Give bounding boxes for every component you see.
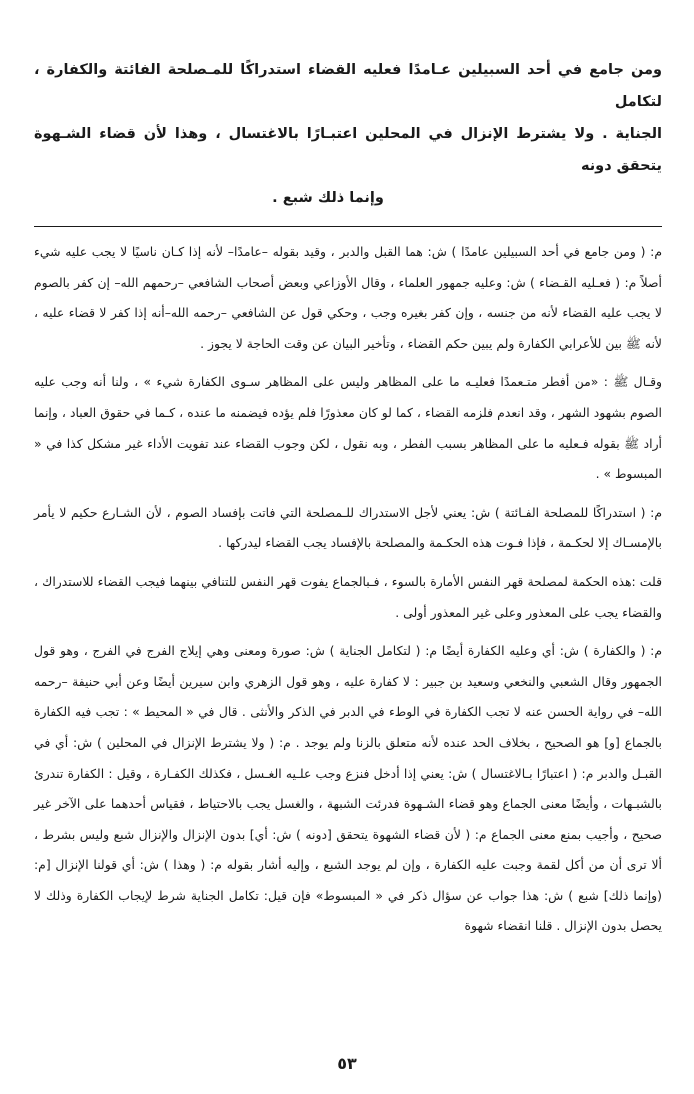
matn-line-1: ومن جامع في أحد السبيلين عـامدًا فعليه القضاء استدراكًا للمـصلحة الفائتة والكفارة ، لتكامل (34, 62, 662, 110)
matn-line-3: وإنما ذلك شبع . (272, 190, 384, 206)
sharh-paragraph-1: م: ( ومن جامع في أحد السبيلين عامدًا ) ش: هما القبل والدبر ، وقيد بقوله –عامدًا– لأنه إذا كـان ناسيًا لا يجب عليه شيء أصلاً م: ( فعـليه القـضاء ) ش: وعليه جمهور العلماء ، وقال الأوزاعي وبعض أصحاب الشافعي –رحمهم الله– إن كفر بالصوم لا يجب عليه القضاء لأنه من جنسه ، وإن كفر بغيره وجب ، وحكي قول عن الشافعي –رحمه الله–أنه إذا كفر لا قضاء عليه ، لأنه ﷺ بين للأعرابي الكفارة ولم يبين حكم القضاء ، وتأخير البيان عن وقت الحاجة لا يجوز . (34, 244, 662, 351)
page-number: ٥٣ (337, 1054, 357, 1073)
sharh-paragraph-4: قلت :هذه الحكمة لمصلحة قهر النفس الأمارة بالسوء ، فـبالجماع يفوت قهر النفس للتنافي بينهما فيجب القضاء للاستدراك ، والقضاء يجب على المعذور وعلى غير المعذور أولى . (34, 573, 662, 620)
sharh-paragraph-2: وقـال ﷺ : «من أفطر متـعمدًا فعليـه ما على المظاهر وليس على المظاهر سـوى الكفارة شيء » ، ولنا أنه وجب عليه الصوم بشهود الشهر ، وقد انعدم فلزمه القضاء ، كما لو كان معذورًا فلم يؤده فيضمنه ما عنده ، كـما في حقوق العباد ، وإنما أراد ﷺ بقوله فـعليه ما على المظاهر بسبب الفطر ، وبه نقول ، لكن وجوب القضاء عند تفويت الأداء غير مشكل كذا في « المبسوط » . (34, 374, 662, 482)
section-divider (34, 226, 662, 227)
matn-line-2: الجناية . ولا يشترط الإنزال في المحلين اعتبـارًا بالاغتسال ، وهذا لأن قضاء الشـهوة يتحقق دونه (34, 126, 662, 174)
sharh-paragraph-5: م: ( والكفارة ) ش: أي وعليه الكفارة أيضًا م: ( لتكامل الجناية ) ش: صورة ومعنى وهي إيلاج الفرج في الفرج ، وهو قول الجمهور وقال الشعبي والنخعي وسعيد بن جبير : لا كفارة عليه ، وهو قول الزهري وابن سيرين أيضًا وعن أبي حنيفة –رحمه الله– في رواية الحسن عنه لا تجب الكفارة في الوطء في الدبر في الذكر والأنثى . قال في « المحيط » : تجب فيه الكفارة بالجماع [و] هو الصحيح ، بخلاف الحد عنده لأنه متعلق بالزنا ولم يوجد . م: ( ولا يشترط الإنزال في المحلين ) ش: أي في القبـل والدبر م: ( اعتبارًا بـالاغتسال ) ش: يعني إذا أدخل فنزع وجب علـيه الغـسل ، فكذلك الكفـارة ، وقيل : الكفارة تندرئ بالشبـهات ، وأيضًا معنى الجماع وهو قضاء الشـهوة فدرئت الشبهة ، والغسل يجب بالاحتياط ، فقياس أحدهما على الآخر غير صحيح ، وأجيب بمنع معنى الجماع م: ( لأن قضاء الشهوة يتحقق [دونه ) ش: أي] بدون الإنزال والإنزال شبع وليس بشرط ، ألا ترى أن من أكل لقمة وجبت عليه الكفارة ، وإن لم يوجد الشبع ، وإليه أشار بقوله م: ( وهذا ) ش: أي قولنا الإنزال [م: (وإنما ذلك] شبع ) ش: هذا جواب عن سؤال ذكر في « المبسوط» فإن قيل: تكامل الجناية شرط لإيجاب الكفارة وذلك لا يحصل بدون الإنزال . قلنا انقضاء شهوة (34, 643, 662, 934)
sharh-section (34, 237, 662, 942)
sharh-paragraph-3: م: ( استدراكًا للمصلحة الفـائتة ) ش: يعني لأجل الاستدراك للـمصلحة التي فاتت بإفساد الصوم ، لأن الشـارع حكيم لا يأمر بالإمسـاك إلا لحكـمة ، فإذا فـوت هذه الحكـمة والمصلحة بالإفساد يجب القضاء ليدركها . (34, 504, 662, 551)
page-body (34, 54, 662, 950)
matn-section (34, 54, 662, 214)
